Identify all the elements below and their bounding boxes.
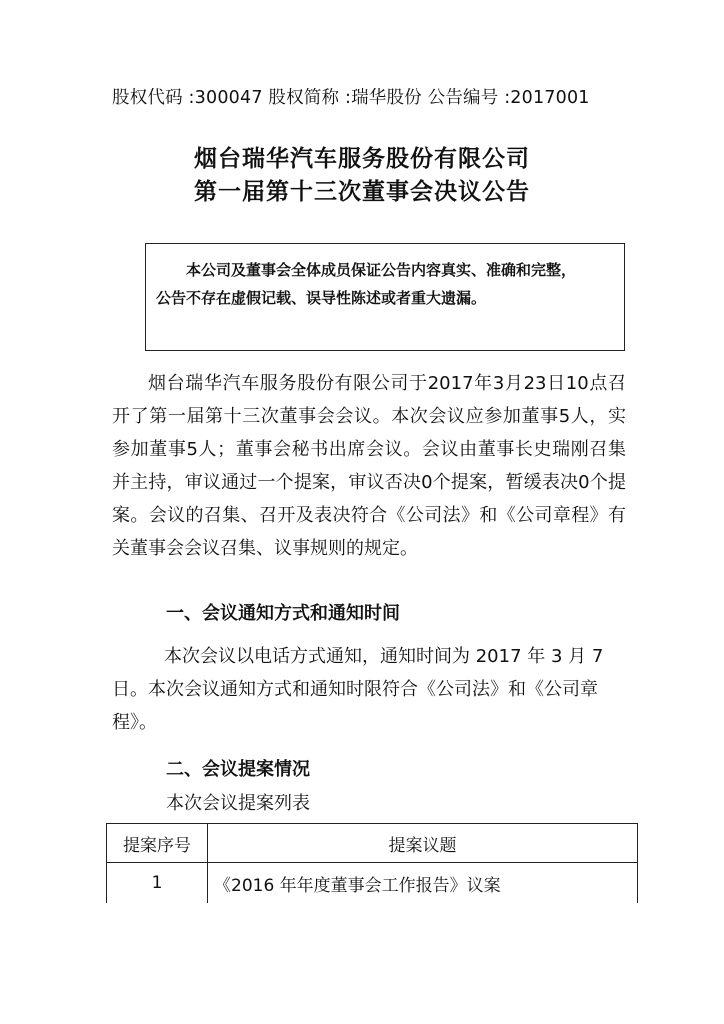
header-proposal-no: 提案序号 — [107, 824, 208, 863]
disclaimer-line-1: 本公司及董事会全体成员保证公告内容真实、准确和完整， — [186, 261, 577, 279]
disclaimer-line-2: 公告不存在虚假记载、误导性陈述或者重大遗漏。 — [156, 289, 487, 307]
section-2-heading: 二、会议提案情况 — [166, 759, 310, 780]
company-title: 烟台瑞华汽车服务股份有限公司 — [194, 146, 530, 172]
table-caption: 本次会议提案列表 — [166, 793, 310, 814]
table-header-row — [107, 824, 638, 863]
announcement-header: 股权代码 :300047 股权简称 :瑞华股份 公告编号 :2017001 — [112, 88, 590, 108]
section-1-paragraph: 本次会议以电话方式通知，通知时间为 2017 年 3 月 7 日。本次会议通知方式和通知时限符合《公司法》和《公司章程》。 — [112, 646, 604, 733]
intro-section — [112, 367, 626, 565]
header-proposal-title: 提案议题 — [208, 824, 638, 863]
table-row — [107, 863, 638, 904]
intro-paragraph: 烟台瑞华汽车服务股份有限公司于2017年3月23日10点召开了第一届第十三次董事会会议。本次会议应参加董事5人，实参加董事5人；董事会秘书出席会议。会议由董事长史瑞刚召集并主持，审议通过一个提案，审议否决0个提案，暂缓表决0个提案。会议的召集、召开及表决符合《公司法》和《公司章程》有关董事会会议召集、议事规则的规定。 — [112, 373, 626, 559]
proposal-title: 《2016 年年度董事会工作报告》议案 — [208, 863, 638, 904]
section-1-body — [112, 640, 626, 739]
disclaimer-box — [145, 243, 625, 351]
proposal-no: 1 — [107, 863, 208, 904]
section-1-heading: 一、会议通知方式和通知时间 — [166, 603, 400, 624]
proposal-table — [106, 823, 638, 903]
announcement-title: 第一届第十三次董事会决议公告 — [194, 179, 530, 205]
